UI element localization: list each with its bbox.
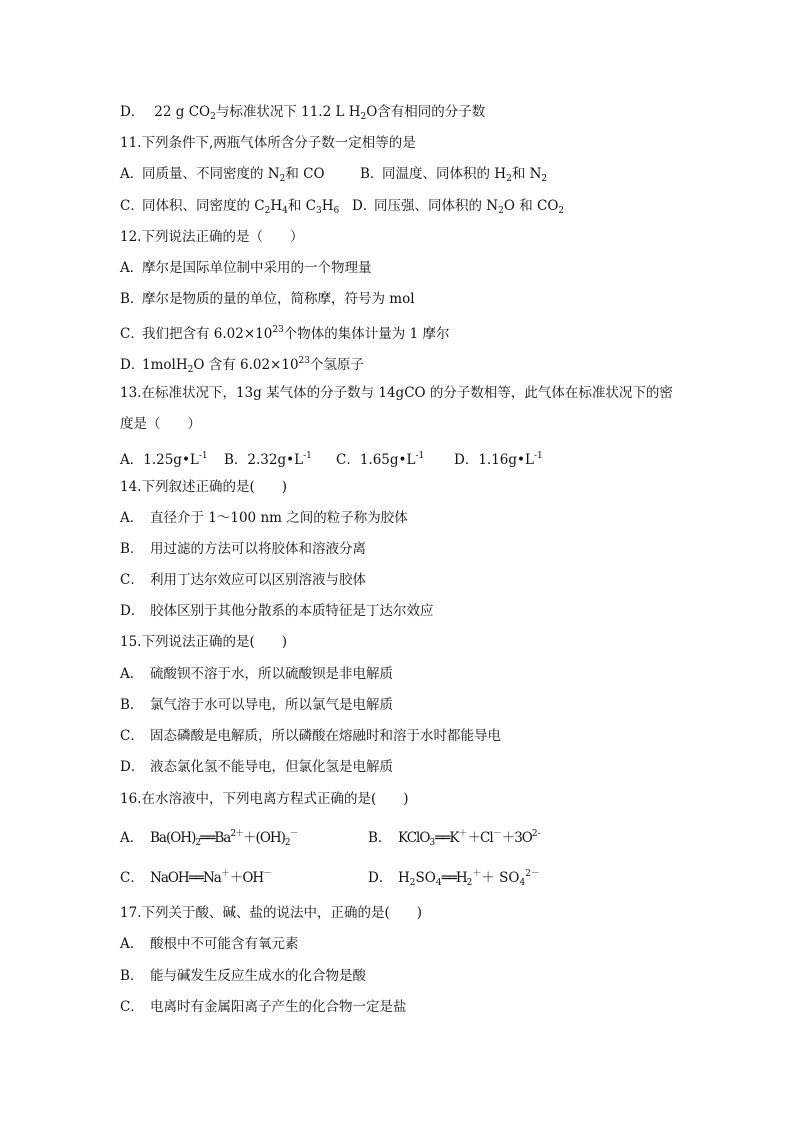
q13-stem-line1: 13.在标准状况下，13g 某气体的分子数与 14gCO 的分子数相等，此气体在标准状况下的密	[120, 385, 673, 401]
q15-stem: 15.下列说法正确的是( )	[120, 634, 288, 650]
q17-option-b: B． 能与碱发生反应生成水的化合物是酸	[120, 968, 366, 984]
q13-option-c: C．$1.65g•L^{-1}$	[336, 451, 425, 468]
q14-option-b: B． 用过滤的方法可以将胶体和溶液分离	[120, 541, 366, 557]
q12-stem: 12.下列说法正确的是（ ）	[120, 229, 304, 245]
q13-options	[120, 446, 543, 470]
q15-option-b: B． 氯气溶于水可以导电，所以氯气是电解质	[120, 697, 393, 713]
q13-option-a: A．$1.25g•L^{-1}$	[120, 451, 208, 468]
q17-option-a: A． 酸根中不可能含有氧元素	[120, 936, 299, 952]
q11-options-ab: A．同质量、不同密度的 $N_2$和 CO B．同温度、同体积的 $H_2$和 $N_2$	[120, 164, 325, 189]
q10-option-d: D． 22 g $CO_2$与标准状况下 11.2 L $H_2O$含有相同的分子数	[120, 104, 486, 122]
q13-stem-line2: 度是（ ）	[120, 416, 201, 432]
q16-option-b: B． $KClO_3══K^++Cl^-+3O^{2-}$	[368, 829, 541, 848]
q11-options-cd: C．同体积、同密度的 $C_2H_4$和 $C_3H_6$ D．同压强、同体积的 $N_2O$ 和 $CO_2$	[120, 196, 339, 221]
q15-option-c: C． 固态磷酸是电解质，所以磷酸在熔融时和溶于水时都能导电	[120, 728, 501, 744]
q11-option-b: B．同温度、同体积的 $H_2$和 $N_2$	[360, 166, 548, 184]
q11-stem: 11.下列条件下,两瓶气体所含分子数一定相等的是	[120, 135, 416, 151]
q17-option-c: C． 电离时有金属阳离子产生的化合物一定是盐	[120, 999, 407, 1015]
q11-option-d: D．同压强、同体积的 $N_2O$ 和 $CO_2$	[352, 198, 565, 216]
q16-options-ab: A． $Ba(OH)_2══Ba^{2+}+(OH)_2^-$ B． $KClO_3══K^++Cl^-+3O^{2-}$	[120, 824, 298, 853]
q15-option-a: A． 硫酸钡不溶于水，所以硫酸钡是非电解质	[120, 666, 393, 682]
q12-option-b: B．摩尔是物质的量的单位，简称摩，符号为 mol	[120, 291, 415, 307]
q13-option-d: D．$1.16g•L^{-1}$	[454, 451, 543, 468]
q14-option-c: C． 利用丁达尔效应可以区别溶液与胶体	[120, 572, 366, 588]
q15-option-d: D． 液态氯化氢不能导电，但氯化氢是电解质	[120, 759, 393, 775]
q17-stem: 17.下列关于酸、碱、盐的说法中，正确的是( )	[120, 905, 423, 921]
q16-option-d: D． $H_2SO_4══H_2^++ SO_4^{2-}$	[368, 869, 540, 888]
q12-option-d: D．1molH$_2$O 含有 $6.02\times 10^{23}$个氢原子	[120, 356, 364, 375]
q12-option-c: C．我们把含有 $6.02\times 10^{23}$个物体的集体计量为 1 摩尔	[120, 325, 450, 342]
q14-option-a: A． 直径介于 1～100 nm 之间的粒子称为胶体	[120, 510, 408, 526]
q14-option-d: D． 胶体区别于其他分散系的本质特征是丁达尔效应	[120, 603, 434, 619]
q14-stem: 14.下列叙述正确的是( )	[120, 479, 288, 495]
q13-option-b: B．$2.32g•L^{-1}$	[224, 451, 312, 468]
q12-option-a: A．摩尔是国际单位制中采用的一个物理量	[120, 260, 372, 276]
q16-option-a-equation: $Ba(OH)_2══Ba^{2+}+(OH)_2^-$	[150, 829, 298, 848]
q16-stem: 16.在水溶液中，下列电离方程式正确的是( )	[120, 791, 409, 807]
q16-options-cd: C． NaOH══Na＋＋OH－ D． $H_2SO_4══H_2^++ SO_4^{2-}$	[120, 864, 272, 888]
